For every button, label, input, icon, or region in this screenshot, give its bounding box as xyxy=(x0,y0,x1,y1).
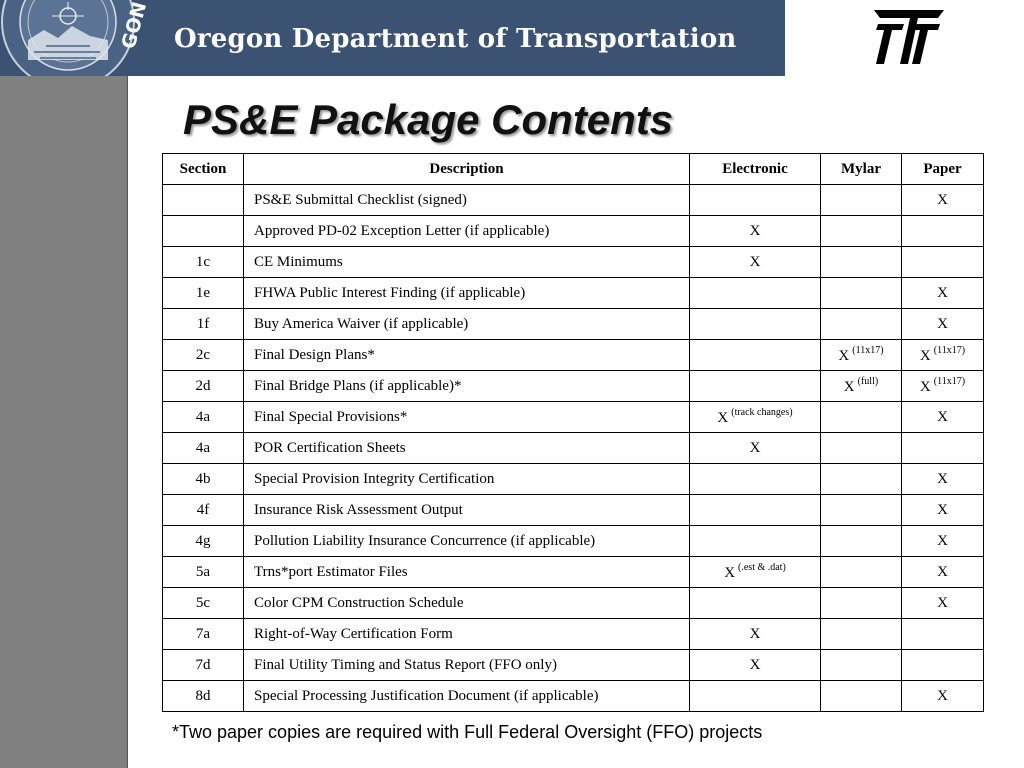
odot-logo-icon xyxy=(868,4,948,70)
cell-section xyxy=(163,681,244,712)
cell-description-value: Final Bridge Plans (if applicable)* xyxy=(254,377,462,394)
table-row xyxy=(163,681,984,712)
header-banner xyxy=(0,0,785,76)
cell-description xyxy=(244,557,690,588)
cell-paper xyxy=(902,681,984,712)
cell-section xyxy=(163,433,244,464)
cell-electronic xyxy=(690,433,821,464)
cell-mylar xyxy=(821,433,902,464)
cell-section-value: 2c xyxy=(195,346,211,363)
cell-mylar-value: X xyxy=(843,378,855,395)
column-header-section: Section xyxy=(163,154,244,185)
cell-section xyxy=(163,619,244,650)
cell-section-value: 7d xyxy=(195,656,211,673)
cell-description xyxy=(244,681,690,712)
cell-electronic xyxy=(690,681,821,712)
table-row xyxy=(163,185,984,216)
cell-description xyxy=(244,402,690,433)
cell-description xyxy=(244,433,690,464)
slide-title: PS&E Package Contents xyxy=(183,96,674,143)
cell-section xyxy=(163,216,244,247)
cell-section-value: 4a xyxy=(195,439,211,456)
cell-paper xyxy=(902,433,984,464)
cell-section-value: 4b xyxy=(195,470,211,487)
cell-mylar xyxy=(821,495,902,526)
cell-paper xyxy=(902,495,984,526)
cell-paper-value: X xyxy=(937,191,948,208)
agency-title: Oregon Department of Transportation xyxy=(174,24,737,54)
table-row xyxy=(163,371,984,402)
cell-paper-value: X xyxy=(937,594,948,611)
cell-mylar xyxy=(821,340,902,371)
cell-description-value: Final Utility Timing and Status Report (FFO only) xyxy=(254,656,557,673)
cell-electronic-value: X xyxy=(724,564,736,581)
cell-electronic-value: X xyxy=(749,253,761,270)
cell-description-value: Trns*port Estimator Files xyxy=(254,563,408,580)
cell-description xyxy=(244,371,690,402)
cell-description-value: Final Special Provisions* xyxy=(254,408,408,425)
cell-description xyxy=(244,185,690,216)
cell-mylar-note: (11x17) xyxy=(852,344,884,356)
cell-section xyxy=(163,309,244,340)
cell-electronic xyxy=(690,588,821,619)
cell-section-value: 5c xyxy=(195,594,211,611)
cell-paper-value: X xyxy=(919,378,931,395)
cell-electronic xyxy=(690,650,821,681)
cell-electronic-value: X xyxy=(749,625,761,642)
cell-section-value: 4a xyxy=(195,408,211,425)
cell-electronic-note: (track changes) xyxy=(731,406,793,418)
state-seal-logo xyxy=(0,0,160,76)
column-header-description: Description xyxy=(244,154,690,185)
cell-section-value: 2d xyxy=(195,377,211,394)
cell-section xyxy=(163,588,244,619)
cell-mylar xyxy=(821,650,902,681)
cell-description xyxy=(244,309,690,340)
cell-description xyxy=(244,650,690,681)
cell-paper-value: X xyxy=(937,315,948,332)
left-sidebar-bar xyxy=(0,76,128,768)
cell-electronic xyxy=(690,464,821,495)
cell-description-value: Special Processing Justification Document (if applicable) xyxy=(254,687,599,704)
cell-electronic xyxy=(690,309,821,340)
table-row xyxy=(163,495,984,526)
cell-description-value: Insurance Risk Assessment Output xyxy=(254,501,463,518)
cell-paper xyxy=(902,464,984,495)
table-row xyxy=(163,433,984,464)
cell-paper xyxy=(902,526,984,557)
cell-paper-value: X xyxy=(937,563,948,580)
cell-section xyxy=(163,650,244,681)
cell-paper xyxy=(902,588,984,619)
cell-mylar xyxy=(821,309,902,340)
package-contents-table xyxy=(162,153,984,712)
column-header-mylar: Mylar xyxy=(821,154,902,185)
cell-description-value: POR Certification Sheets xyxy=(254,439,406,456)
cell-paper-value: X xyxy=(937,470,948,487)
cell-mylar-value: X xyxy=(838,347,850,364)
cell-section xyxy=(163,557,244,588)
cell-section xyxy=(163,495,244,526)
cell-electronic xyxy=(690,557,821,588)
cell-mylar xyxy=(821,681,902,712)
cell-paper xyxy=(902,278,984,309)
cell-section-value: 7a xyxy=(195,625,211,642)
cell-paper xyxy=(902,619,984,650)
cell-section xyxy=(163,371,244,402)
cell-section-value: 4f xyxy=(196,501,210,518)
cell-description xyxy=(244,588,690,619)
cell-mylar xyxy=(821,464,902,495)
cell-mylar xyxy=(821,557,902,588)
cell-electronic-note: (.est & .dat) xyxy=(738,561,786,573)
column-header-electronic: Electronic xyxy=(690,154,821,185)
table-row xyxy=(163,619,984,650)
cell-electronic-value: X xyxy=(749,222,761,239)
cell-section xyxy=(163,278,244,309)
cell-section xyxy=(163,464,244,495)
cell-description-value: FHWA Public Interest Finding (if applicable) xyxy=(254,284,526,301)
cell-paper-value: X xyxy=(937,501,948,518)
cell-description xyxy=(244,278,690,309)
cell-section-value: 1e xyxy=(195,284,211,301)
cell-mylar-note: (full) xyxy=(857,375,879,387)
cell-paper-note: (11x17) xyxy=(933,344,966,356)
table-row xyxy=(163,464,984,495)
cell-electronic-value: X xyxy=(717,409,729,426)
cell-mylar xyxy=(821,216,902,247)
table-row xyxy=(163,309,984,340)
cell-electronic xyxy=(690,619,821,650)
table-row xyxy=(163,588,984,619)
cell-description xyxy=(244,526,690,557)
cell-paper xyxy=(902,557,984,588)
cell-description-value: Approved PD-02 Exception Letter (if applicable) xyxy=(254,222,550,239)
cell-description xyxy=(244,216,690,247)
table-row xyxy=(163,216,984,247)
cell-paper xyxy=(902,216,984,247)
cell-mylar xyxy=(821,588,902,619)
cell-paper xyxy=(902,340,984,371)
cell-electronic xyxy=(690,495,821,526)
table-header-row xyxy=(163,154,984,185)
cell-mylar xyxy=(821,247,902,278)
cell-paper-value: X xyxy=(937,284,948,301)
cell-electronic xyxy=(690,371,821,402)
cell-description-value: PS&E Submittal Checklist (signed) xyxy=(254,191,467,208)
cell-section-value: 1c xyxy=(195,253,211,270)
cell-paper-note: (11x17) xyxy=(933,375,966,387)
cell-section xyxy=(163,402,244,433)
cell-electronic xyxy=(690,340,821,371)
cell-electronic-value: X xyxy=(749,439,761,456)
cell-section xyxy=(163,185,244,216)
cell-mylar xyxy=(821,402,902,433)
cell-paper xyxy=(902,650,984,681)
cell-paper-value: X xyxy=(937,408,948,425)
cell-electronic xyxy=(690,216,821,247)
table-row xyxy=(163,278,984,309)
cell-description xyxy=(244,464,690,495)
table-row xyxy=(163,247,984,278)
cell-description xyxy=(244,247,690,278)
cell-paper xyxy=(902,185,984,216)
cell-electronic xyxy=(690,247,821,278)
cell-description xyxy=(244,619,690,650)
footnote: *Two paper copies are required with Full Federal Oversight (FFO) projects xyxy=(172,722,763,742)
cell-section-value: 5a xyxy=(195,563,211,580)
cell-section xyxy=(163,340,244,371)
cell-description-value: Color CPM Construction Schedule xyxy=(254,594,464,611)
cell-mylar xyxy=(821,619,902,650)
cell-description-value: Pollution Liability Insurance Concurrence (if applicable) xyxy=(254,532,596,549)
cell-electronic xyxy=(690,278,821,309)
table-row xyxy=(163,402,984,433)
cell-description-value: Right-of-Way Certification Form xyxy=(254,625,453,642)
cell-description-value: CE Minimums xyxy=(254,253,343,270)
cell-paper-value: X xyxy=(937,687,948,704)
table-row xyxy=(163,340,984,371)
cell-section xyxy=(163,526,244,557)
cell-description xyxy=(244,340,690,371)
cell-section xyxy=(163,247,244,278)
cell-electronic xyxy=(690,526,821,557)
cell-mylar xyxy=(821,526,902,557)
cell-description xyxy=(244,495,690,526)
column-header-paper: Paper xyxy=(902,154,984,185)
cell-section-value: 4g xyxy=(195,532,211,549)
cell-description-value: Special Provision Integrity Certification xyxy=(254,470,495,487)
cell-mylar xyxy=(821,185,902,216)
cell-paper-value: X xyxy=(937,532,948,549)
cell-paper xyxy=(902,309,984,340)
cell-paper xyxy=(902,371,984,402)
cell-section-value: 1f xyxy=(196,315,210,332)
cell-paper xyxy=(902,247,984,278)
cell-mylar xyxy=(821,278,902,309)
cell-electronic xyxy=(690,185,821,216)
cell-mylar xyxy=(821,371,902,402)
cell-section-value: 8d xyxy=(195,687,211,704)
cell-electronic-value: X xyxy=(749,656,761,673)
table-row xyxy=(163,526,984,557)
cell-description-value: Buy America Waiver (if applicable) xyxy=(254,315,469,332)
cell-paper-value: X xyxy=(919,347,931,364)
cell-electronic xyxy=(690,402,821,433)
table-row xyxy=(163,557,984,588)
table-row xyxy=(163,650,984,681)
cell-paper xyxy=(902,402,984,433)
seal-lettering: GON xyxy=(117,0,152,52)
cell-description-value: Final Design Plans* xyxy=(254,346,375,363)
